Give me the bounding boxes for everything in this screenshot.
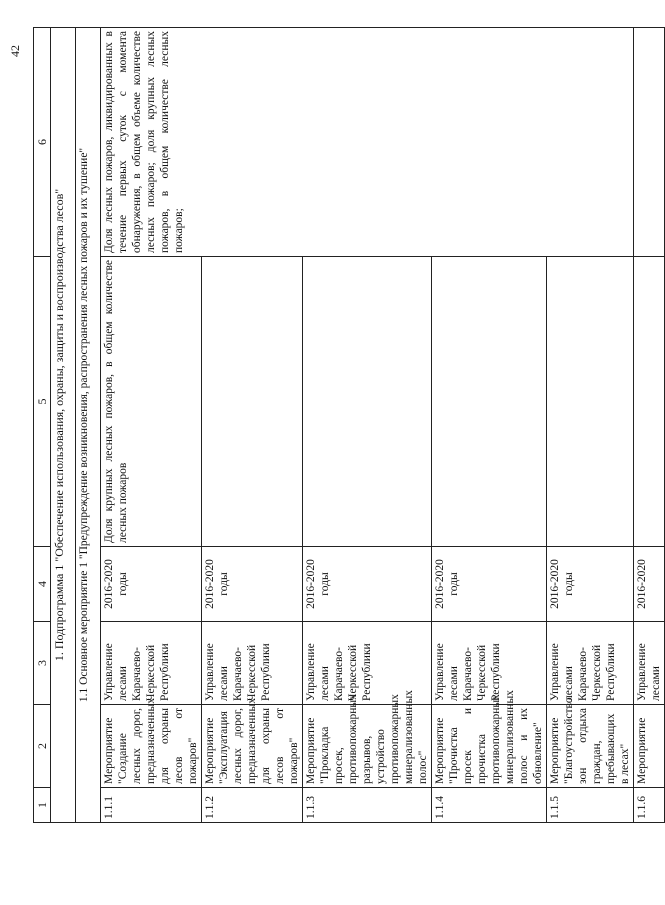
event-cell: Мероприятие "Эксплуатация лесных дорог, предназначенных для охраны лесов от пожаров" bbox=[202, 705, 303, 788]
row-number: 1.1.3 bbox=[303, 788, 432, 823]
executor-cell: Управление лесами Карачаево-Черкесской Республики bbox=[202, 622, 303, 705]
event-cell: Мероприятие "Прокладка просек, противопожарных разрывов, устройство противопожарных минерализованных полос" bbox=[303, 705, 432, 788]
row-number: 1.1.6 bbox=[634, 788, 665, 823]
section-row bbox=[51, 28, 76, 823]
executor-cell: Управление лесами bbox=[634, 622, 665, 705]
period-cell: 2016-2020 годы bbox=[101, 547, 202, 622]
indicator-cell bbox=[547, 257, 634, 547]
table-row bbox=[101, 28, 202, 823]
row-number: 1.1.5 bbox=[547, 788, 634, 823]
row-number: 1.1.2 bbox=[202, 788, 303, 823]
column6-cell bbox=[634, 28, 665, 257]
row-number: 1.1.4 bbox=[432, 788, 547, 823]
indicator-cell bbox=[202, 257, 303, 547]
section-title: 1. Подпрограмма 1 "Обеспечение использования, охраны, защиты и воспроизводства лесов" bbox=[51, 28, 76, 823]
executor-cell: Управление лесами Карачаево-Черкесской Республики bbox=[101, 622, 202, 705]
row-number: 1.1.1 bbox=[101, 788, 202, 823]
column6-cell: Доля лесных пожаров, ликвидированных в течение первых суток с момента обнаружения, в общем объеме количестве лесных пожаров; доля крупных лесных пожаров, в общем количестве лесных пожаров; bbox=[101, 28, 634, 257]
executor-cell: Управление лесами Карачаево-Черкесской Республики bbox=[303, 622, 432, 705]
event-cell: Мероприятие "Создание лесных дорог, предназначенных для охраны лесов от пожаров" bbox=[101, 705, 202, 788]
event-cell: Мероприятие bbox=[634, 705, 665, 788]
executor-cell: Управление лесами Карачаево-Черкесской Республики bbox=[547, 622, 634, 705]
column-header: 1 bbox=[34, 788, 51, 823]
event-cell: Мероприятие "Благоустройство зон отдыха граждан, пребывающих в лесах" bbox=[547, 705, 634, 788]
indicator-cell bbox=[634, 257, 665, 547]
executor-cell: Управление лесами Карачаево-Черкесской Республики bbox=[432, 622, 547, 705]
table-row bbox=[634, 28, 665, 823]
period-cell: 2016-2020 годы bbox=[432, 547, 547, 622]
indicator-cell bbox=[303, 257, 432, 547]
column-header: 4 bbox=[34, 547, 51, 622]
program-table bbox=[33, 27, 665, 823]
period-cell: 2016-2020 годы bbox=[303, 547, 432, 622]
indicator-cell: Доля крупных лесных пожаров, в общем количестве лесных пожаров bbox=[101, 257, 202, 547]
column-header: 5 bbox=[34, 257, 51, 547]
period-cell: 2016-2020 bbox=[634, 547, 665, 622]
column-header: 6 bbox=[34, 28, 51, 257]
page-number: 42 bbox=[8, 45, 22, 57]
indicator-cell bbox=[432, 257, 547, 547]
header-row bbox=[34, 28, 51, 823]
subsection-row bbox=[76, 28, 101, 823]
period-cell: 2016-2020 годы bbox=[547, 547, 634, 622]
period-cell: 2016-2020 годы bbox=[202, 547, 303, 622]
subsection-title: 1.1 Основное мероприятие 1 "Предупреждение возникновения, распространения лесных пожаров и их тушение" bbox=[76, 28, 101, 823]
event-cell: Мероприятие "Прочистка просек и прочистка противопожарных минерализованных полос и их обновление" bbox=[432, 705, 547, 788]
column-header: 2 bbox=[34, 705, 51, 788]
column-header: 3 bbox=[34, 622, 51, 705]
